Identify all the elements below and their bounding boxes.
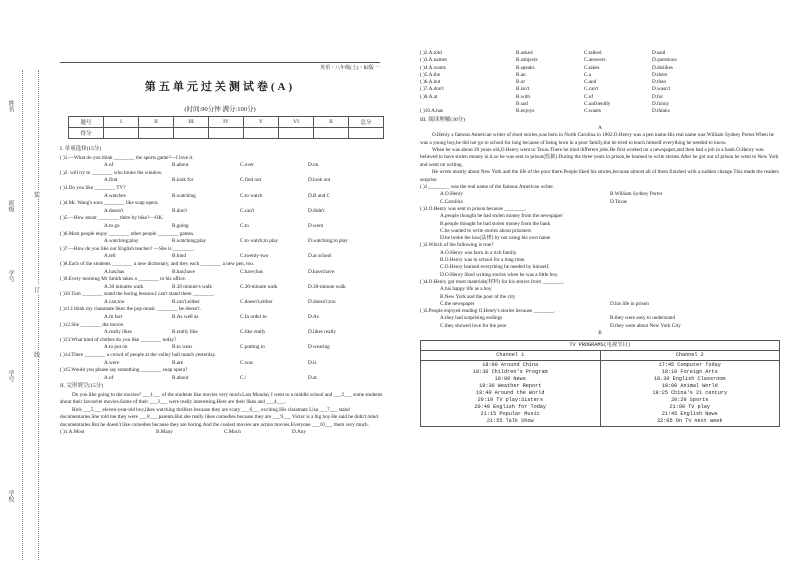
program-item: 17:45 Computer Today <box>658 362 721 369</box>
question-stem: ( )11.I think my classmate likes the pop music ________ he doesn't. <box>60 306 201 313</box>
option[interactable]: C.Carolina <box>440 198 463 205</box>
channel-label: Channel 1 <box>421 351 601 361</box>
option[interactable]: D.look out <box>308 177 331 184</box>
question-stem: ( )12.She ________ the movie. <box>60 321 125 328</box>
option[interactable]: C.have;has <box>240 268 263 275</box>
option[interactable]: B.about <box>172 162 189 169</box>
option[interactable]: B.subjects <box>516 57 538 64</box>
option[interactable]: A.can;too <box>104 298 125 305</box>
score-header-cell: II <box>139 117 174 128</box>
question-stem: ( )8.A.at <box>420 93 438 100</box>
question-stem: ( )15.Would you please say something ________ soap opera? <box>60 367 188 374</box>
question-stem: ( )13.What kind of clothes do you like ________ today? <box>60 336 177 343</box>
section-title: III. 阅读理解(30分) <box>420 116 465 123</box>
score-cell[interactable] <box>209 128 244 139</box>
program-item: 18:30 Children's Program <box>472 369 548 376</box>
option[interactable]: C.over <box>240 162 254 169</box>
program-item: 21:55 Talk Show <box>486 418 534 425</box>
option[interactable]: A.really likes <box>104 329 132 336</box>
option[interactable]: A.to put on <box>104 344 128 351</box>
option-row <box>60 223 390 231</box>
dotted-line <box>38 70 39 560</box>
question-stem: ( )1.A.Most <box>60 429 85 436</box>
option[interactable]: C.answers <box>584 57 606 64</box>
option[interactable]: C.doesn't;either <box>240 298 273 305</box>
score-header-cell: III <box>174 117 209 128</box>
cloze-question <box>420 86 780 93</box>
cloze-question <box>420 101 780 108</box>
option[interactable]: B.with <box>516 93 530 100</box>
cloze-question <box>420 79 780 86</box>
option[interactable]: B.look for <box>172 177 194 184</box>
option-group <box>420 286 780 308</box>
option[interactable]: C.a <box>584 71 592 78</box>
question-stem: ( )5.—How about ________ there by bike?—OK. <box>60 215 164 222</box>
score-header-cell: 题号 <box>69 117 104 128</box>
option[interactable]: D.didn't <box>308 207 325 214</box>
option[interactable]: C.and <box>584 79 597 86</box>
channel-2-list <box>600 361 780 427</box>
option[interactable]: C.In order to <box>240 314 267 321</box>
option[interactable]: D.then <box>652 79 666 86</box>
binding-margin <box>0 70 56 560</box>
program-item: 18.30 English Classroom <box>653 376 726 383</box>
program-item: 19:00 News <box>494 376 526 383</box>
margin-char: 订 <box>34 285 40 294</box>
channel-1-list <box>421 361 601 427</box>
option[interactable]: A.of <box>104 162 114 169</box>
option[interactable]: C.to <box>240 222 249 229</box>
option[interactable]: D.his life in prison <box>610 300 649 307</box>
question-stem: ( )14.There ________ a crowd of people at the volley ball match yesterday. <box>60 352 217 359</box>
option[interactable]: B.William Sydney Porter <box>610 191 663 198</box>
option[interactable]: B.don't <box>172 207 187 214</box>
cloze-question <box>420 57 780 64</box>
score-cell[interactable] <box>279 128 314 139</box>
option[interactable]: B.going <box>172 222 189 229</box>
question-stem: ( )4.O.Henry got most materials(材料) for his stories from ________. <box>420 278 565 285</box>
option[interactable]: C.like really <box>240 329 266 336</box>
option-group <box>420 191 780 206</box>
passage-label: A <box>598 124 602 131</box>
option[interactable]: C.Much <box>224 429 241 436</box>
option[interactable]: B.O.Henry was in school for a long time. <box>440 257 526 264</box>
option[interactable]: D.for <box>652 93 664 100</box>
option[interactable]: B.to wear <box>172 344 193 351</box>
section-title: I. 单项选择(15分) <box>60 146 102 152</box>
option[interactable]: D.wearing <box>308 344 330 351</box>
option-row <box>60 344 390 352</box>
option[interactable]: B.Many <box>156 429 173 436</box>
option[interactable]: B.can't;either <box>172 298 200 305</box>
option[interactable]: C.to watch <box>240 192 263 199</box>
question-stem: ( )8.Each of the students ________ a new dictionary, and they each ________ a new pen, too. <box>60 260 255 267</box>
option[interactable]: D.thinks <box>652 108 670 115</box>
option[interactable]: A.tell <box>104 253 116 260</box>
score-cell[interactable] <box>139 128 174 139</box>
option[interactable]: A.watching;play <box>104 238 139 245</box>
option[interactable]: D.he broke the law(法律) by not using his own name <box>440 235 551 242</box>
cloze-questions <box>420 50 780 116</box>
margin-char: 装 <box>34 190 40 199</box>
option[interactable]: B.kind <box>172 253 186 260</box>
option[interactable]: B.speaks <box>516 64 535 71</box>
question-stem: ( )6.A.but <box>420 79 441 86</box>
option[interactable]: C.O.Henry learned everything he needed by himself. <box>440 264 550 271</box>
question-stem: ( )6.Most people enjoy ________ other people ________ games. <box>60 230 195 237</box>
page-title: 第五单元过关测试卷(A) <box>144 81 296 93</box>
option[interactable]: D.O.Henry liked writing stories when he was a little boy. <box>440 271 559 278</box>
score-header-cell: II <box>314 117 349 128</box>
option[interactable]: C.they showed love for the poor <box>440 322 507 329</box>
option[interactable]: A.has;has <box>104 268 125 275</box>
option[interactable]: C.to watch;to play <box>240 238 279 245</box>
margin-label: 学号 <box>7 370 13 382</box>
option[interactable]: C.can't <box>240 207 255 214</box>
option[interactable]: D.questions <box>652 57 677 64</box>
program-item: 22:05 On TV next week <box>657 418 723 425</box>
program-item: 21:45 English News <box>661 411 718 418</box>
option[interactable]: C.takes <box>584 64 600 71</box>
program-item: 19:00 Animal World <box>661 383 718 390</box>
margin-label: 学校 <box>7 490 13 502</box>
header-line: 英语・八年级(上)・RJ版 一 <box>60 62 380 71</box>
choice-questions <box>60 155 390 383</box>
option[interactable]: D.dislikes <box>652 64 673 71</box>
program-item: 20:10 TV play:Sisters <box>477 397 543 404</box>
program-item: 21:15 Popular Music <box>480 411 540 418</box>
question-stem: ( )10.Tom ________ stand the boring lessons.I can't stand them ________. <box>60 291 215 298</box>
score-cell[interactable] <box>349 128 384 139</box>
option[interactable]: D.watching;to play <box>308 238 348 245</box>
tv-title: TV PROGRAMS(电视节目) <box>421 341 780 351</box>
option[interactable]: D.likes really <box>308 329 336 336</box>
reading-questions <box>420 184 780 330</box>
score-header-cell: I <box>104 117 139 128</box>
program-item: 18:00 Around China <box>482 362 539 369</box>
option[interactable]: A.doesn't <box>104 207 124 214</box>
page-subtitle: (时间:90分钟 满分:100分) <box>184 106 256 113</box>
option-row <box>60 269 390 277</box>
cloze-question <box>420 72 780 79</box>
program-item: 18:10 Foreign Arts <box>661 369 718 376</box>
passage-paragraph: O.Henry a famous American writer of short stories,was born in North Carolina in 1862.O.Henry was a pen name.His real name was William Sydney Porter.When he was a young boy,he did not go to school for long because of being born in a poor family,but he tried to teach himself everything he needed to know. <box>420 132 774 146</box>
option[interactable]: B.30 minute's walk <box>172 283 212 290</box>
option[interactable]: B.they were easy to understand <box>610 315 675 322</box>
score-cell[interactable] <box>314 128 349 139</box>
score-row-label: 得分 <box>69 128 104 139</box>
option[interactable]: A.30 minutes walk <box>104 283 144 290</box>
program-item: 20:40 English for Today <box>474 404 547 411</box>
option[interactable]: B.watching <box>172 192 196 199</box>
score-cell[interactable] <box>174 128 209 139</box>
question-stem: ( )2.O.Henry was sent to prison because ________. <box>420 206 527 212</box>
option[interactable]: A.to go <box>104 222 120 229</box>
option-group <box>420 250 780 279</box>
cloze-question <box>420 50 780 57</box>
cloze-question <box>60 429 390 437</box>
option[interactable]: A.of <box>104 374 114 381</box>
option[interactable]: D.As <box>308 314 319 321</box>
option[interactable]: C.talked <box>584 50 602 56</box>
option[interactable]: C.find out <box>240 177 262 184</box>
score-cell[interactable] <box>244 128 279 139</box>
option[interactable]: C.twenty-two <box>240 253 269 260</box>
option[interactable]: B.people thought he had stolen money from the bank <box>440 220 551 227</box>
option[interactable]: A.were <box>104 359 120 366</box>
cloze-question <box>420 94 780 101</box>
option[interactable]: A.they had surprising endings <box>440 315 503 322</box>
section-title: II. 完形填空(15分) <box>60 383 104 390</box>
option-row <box>60 162 390 170</box>
cloze-question <box>420 65 780 72</box>
cloze-paragraph: Do you like going to the movies? ___1___ of the students like movies very much.Last Monday I went to a middle school and ___2___ some students about their favourite movies.Some of their ___3___ were really interesting.Here are their likes and ___4___. <box>60 392 383 406</box>
channel-label: Channel 2 <box>600 351 780 361</box>
option[interactable]: D.said <box>652 50 666 56</box>
option-row <box>60 314 390 322</box>
margin-char: 线 <box>34 350 40 359</box>
option[interactable]: C.can't <box>584 86 599 93</box>
option[interactable]: D.there <box>652 71 668 78</box>
question-stem: ( )2.A.told <box>420 50 442 56</box>
option[interactable]: C.the newspaper <box>440 300 475 307</box>
option-row <box>60 329 390 337</box>
option[interactable]: C.he wanted to write stories about prisoners <box>440 227 532 234</box>
cloze-question <box>420 108 780 115</box>
option[interactable]: B.enjoys <box>516 108 535 115</box>
option[interactable]: C.unfriendly <box>584 101 611 108</box>
option[interactable]: B.has;have <box>172 268 195 275</box>
option[interactable]: A.find <box>104 177 118 184</box>
question-stem: ( )3.Do you like ________ TV? <box>60 184 126 191</box>
program-item: 19:40 Around the World <box>476 390 545 397</box>
option-row <box>60 253 390 261</box>
passage-paragraph: When he was about 20 years old,O.Henry went to Texas.There he tried different jobs.He first worked on a newspaper,and then had a job in a bank.O.Henry was believed to have stolen money in it,so he was sent to prison(监狱).During the three years in prison,he learned to write stories.After he got out of prison he went to New York and went on writing. <box>420 147 779 168</box>
option[interactable]: D.they were about New York City <box>610 322 681 329</box>
option[interactable]: A.In fact <box>104 314 123 321</box>
score-header-cell: VI <box>279 117 314 128</box>
question-stem: ( )1.—What do you think ________ the sports game?—I love it. <box>60 154 194 161</box>
option-row <box>60 238 390 246</box>
option[interactable]: A.O.Henry was born in a rich family. <box>440 249 518 256</box>
option[interactable]: B.As well as <box>172 314 199 321</box>
option[interactable]: B.asked <box>516 50 533 56</box>
option-group <box>420 213 780 242</box>
option[interactable]: D.B and C <box>308 192 331 199</box>
margin-label: 学号 <box>7 270 13 282</box>
option[interactable]: B.really like <box>172 329 198 336</box>
program-item: 20:20 Sports <box>671 397 709 404</box>
option-group <box>420 315 780 330</box>
option[interactable]: D.is <box>308 359 317 366</box>
option[interactable]: A.his happy life as a boy <box>440 286 492 293</box>
option[interactable]: B.are <box>172 359 184 366</box>
question-stem: ( )5.People enjoyed reading O.Henry's stories because ________. <box>420 308 556 315</box>
dotted-line <box>22 70 23 560</box>
option[interactable]: D.30-minute walk <box>308 283 346 290</box>
passage-paragraph: He wrote mostly about New York and the life of the poor there.People liked his stories,because almost all of them finished with a sudden change.This made the readers surprise. <box>420 169 780 183</box>
question-stem: ( )4.A.wants <box>420 64 446 71</box>
score-table <box>68 116 384 139</box>
option[interactable]: B.sad <box>516 101 528 108</box>
option[interactable]: D.at <box>308 374 317 381</box>
option[interactable]: C.of <box>584 93 594 100</box>
margin-label: 姓名 <box>7 100 13 112</box>
passage-label: B <box>598 330 602 337</box>
question-stem: ( )4.Mr. Wang's sons ________ like soap opera. <box>60 200 159 207</box>
program-item: 21:00 TV play <box>669 404 710 411</box>
option-row <box>60 375 390 383</box>
question-stem: ( )7.A.don't <box>420 86 444 93</box>
question-stem: ( )9.Every morning Mr Smith takes a ________ to his office. <box>60 276 187 283</box>
option[interactable]: C.wants <box>584 108 601 115</box>
option[interactable]: C.30-minute walk <box>240 283 278 290</box>
option[interactable]: A.watches <box>104 192 126 199</box>
option[interactable]: B.or <box>516 79 526 86</box>
question-stem: ( )2. will try to ________ who broke the window. <box>60 169 163 176</box>
option[interactable]: A.people thought he had stolen money from the newspaper <box>440 213 563 220</box>
option[interactable]: B.watching;play <box>172 238 207 245</box>
option[interactable]: C.was <box>240 359 253 366</box>
option[interactable]: A.O.Henry <box>440 191 464 198</box>
score-cell[interactable] <box>104 128 139 139</box>
option[interactable]: D.wasn't <box>652 86 671 93</box>
option[interactable]: B.about <box>172 374 189 381</box>
option[interactable]: D.Texas <box>610 198 628 205</box>
option[interactable]: C.putting to <box>240 344 265 351</box>
option[interactable]: D.doesn't;too <box>308 298 336 305</box>
score-header-cell: IV <box>209 117 244 128</box>
question-stem: ( )3.A.names <box>420 57 447 64</box>
question-stem: ( )7.—How do you like our English teacher? —She is ________. <box>60 245 195 252</box>
option[interactable]: C./ <box>240 374 247 381</box>
option[interactable]: D.went <box>308 222 324 229</box>
option[interactable]: B.an <box>516 71 526 78</box>
right-column <box>420 50 780 427</box>
margin-label: 班级 <box>7 200 13 212</box>
question-stem: ( )10.A.has <box>420 108 444 115</box>
option[interactable]: D.funny <box>652 101 670 108</box>
cloze-paragraph: Rick ___5___ eleven-year-old boy,likes watching thrillers because they are scary ___6___ exciting.His classmate Lisa ___7___ stand documentaries.She told me they were ___8___ parents.But she really likes comedies because they are ___9___ Victor is a big boy.He said he didn't mind documentaries.But he doesn't like comedies because they are boring.And the coolest movies are action movies.Everyone ___10___ them very much. <box>60 406 378 428</box>
option[interactable]: B.New York and the poor of the city <box>440 293 516 300</box>
score-header-cell: 总分 <box>349 117 384 128</box>
tv-table <box>420 340 780 427</box>
question-stem: ( )5.A.the <box>420 71 441 78</box>
option[interactable]: B.isn't <box>516 86 530 93</box>
question-stem: ( )1.________ was the real name of the famous American writer. <box>420 184 554 191</box>
program-item: 19:30 Weather Report <box>479 383 542 390</box>
option[interactable]: D.at school <box>308 253 332 260</box>
program-item: 19:25 China's 21 century <box>652 390 728 397</box>
score-header-cell: V <box>244 117 279 128</box>
option[interactable]: D.have;have <box>308 268 335 275</box>
option[interactable]: D.Any <box>292 429 306 436</box>
option-row <box>60 177 390 185</box>
left-column <box>60 145 390 437</box>
question-stem: ( )3.Which of the following is true? <box>420 242 494 249</box>
option[interactable]: D.on <box>308 162 319 169</box>
